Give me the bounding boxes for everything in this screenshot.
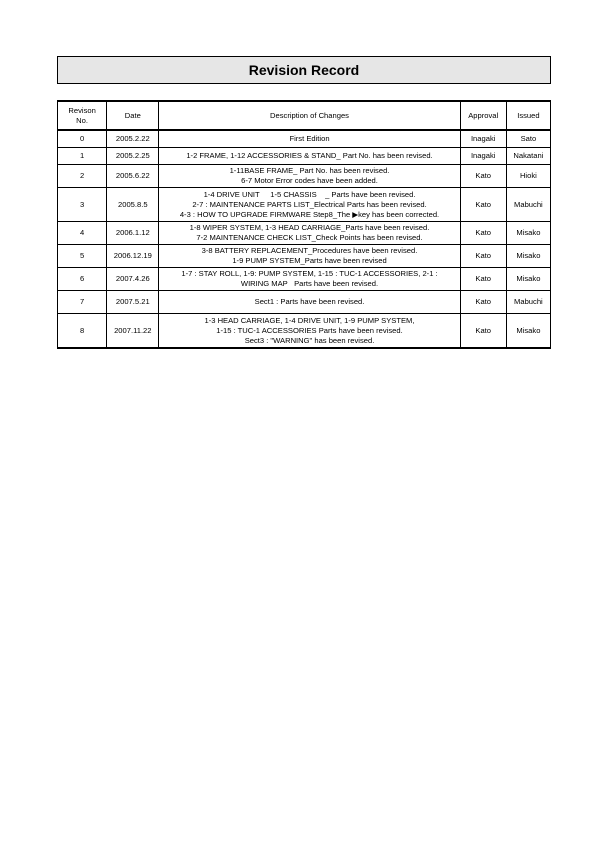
table-row (58, 188, 551, 222)
description-line: 1-15 : TUC-1 ACCESSORIES Parts have been revised. (216, 325, 403, 335)
header-revision-no (58, 101, 107, 130)
description-line: 1-8 WIPER SYSTEM, 1-3 HEAD CARRIAGE_Parts have been revised. (189, 223, 430, 232)
row-no: 8 (58, 314, 107, 349)
row-issued: Misako (506, 245, 550, 268)
table-row (58, 222, 551, 245)
description-line: WIRING MAP Parts have been revised. (240, 279, 379, 288)
row-issued: Hioki (506, 165, 550, 188)
table-row (58, 291, 551, 314)
header-revision-no-line2: No. (76, 115, 88, 125)
description-line: First Edition (289, 134, 330, 143)
row-issued: Sato (506, 130, 550, 148)
description-line: 6-7 Motor Error codes have been added. (241, 176, 378, 185)
row-approval: Kato (460, 188, 506, 222)
row-approval: Kato (460, 222, 506, 245)
row-approval: Inagaki (460, 130, 506, 148)
row-description (159, 130, 460, 148)
row-issued: Misako (506, 268, 550, 291)
row-date: 2006.1.12 (107, 222, 159, 245)
description-line: 1-7 : STAY ROLL, 1-9: PUMP SYSTEM, 1-15 : TUC-1 ACCESSORIES, 2-1 : (181, 269, 438, 278)
table-row (58, 148, 551, 165)
table-row (58, 165, 551, 188)
row-description (159, 148, 460, 165)
header-issued: Issued (506, 101, 550, 130)
title-box (57, 56, 551, 84)
row-approval: Kato (460, 245, 506, 268)
description-line: Sect1 : Parts have been revised. (254, 297, 365, 306)
table-row (58, 268, 551, 291)
header-description: Description of Changes (159, 101, 460, 130)
row-approval: Inagaki (460, 148, 506, 165)
table-row (58, 245, 551, 268)
description-line: 1-11BASE FRAME_ Part No. has been revised. (229, 166, 390, 175)
row-no: 2 (58, 165, 107, 188)
description-line: 1-4 DRIVE UNIT 1-5 CHASSIS _ Parts have been revised. (203, 189, 416, 199)
row-date: 2005.6.22 (107, 165, 159, 188)
row-no: 1 (58, 148, 107, 165)
row-description (159, 245, 460, 268)
row-date: 2007.5.21 (107, 291, 159, 314)
row-no: 5 (58, 245, 107, 268)
row-description (159, 188, 460, 222)
row-no: 6 (58, 268, 107, 291)
row-issued: Mabuchi (506, 188, 550, 222)
table-row (58, 130, 551, 148)
row-date: 2006.12.19 (107, 245, 159, 268)
row-no: 0 (58, 130, 107, 148)
row-date: 2005.2.22 (107, 130, 159, 148)
description-line: 3-8 BATTERY REPLACEMENT_Procedures have been revised. (201, 246, 418, 255)
row-approval: Kato (460, 165, 506, 188)
header-revision-no-line1: Revison (68, 105, 96, 115)
row-date: 2005.8.5 (107, 188, 159, 222)
header-date: Date (107, 101, 159, 130)
row-description (159, 291, 460, 314)
row-description (159, 314, 460, 349)
row-approval: Kato (460, 291, 506, 314)
row-no: 4 (58, 222, 107, 245)
revision-table (57, 100, 551, 349)
row-date: 2007.11.22 (107, 314, 159, 349)
table-row (58, 314, 551, 349)
row-issued: Nakatani (506, 148, 550, 165)
row-no: 3 (58, 188, 107, 222)
header-approval: Approval (460, 101, 506, 130)
row-approval: Kato (460, 268, 506, 291)
description-line: Sect3 : "WARNING" has been revised. (244, 335, 375, 345)
row-description (159, 268, 460, 291)
row-issued: Misako (506, 314, 550, 349)
description-line: 1-3 HEAD CARRIAGE, 1-4 DRIVE UNIT, 1-9 PUMP SYSTEM, (204, 315, 415, 325)
description-line: 4-3 : HOW TO UPGRADE FIRMWARE Step8_The ▶key has been corrected. (179, 209, 440, 219)
row-date: 2007.4.26 (107, 268, 159, 291)
row-issued: Mabuchi (506, 291, 550, 314)
row-issued: Misako (506, 222, 550, 245)
description-line: 2-7 : MAINTENANCE PARTS LIST_Electrical Parts has been revised. (192, 199, 427, 209)
row-date: 2005.2.25 (107, 148, 159, 165)
row-no: 7 (58, 291, 107, 314)
description-line: 1-9 PUMP SYSTEM_Parts have been revised (232, 256, 387, 265)
table-header-row (58, 101, 551, 130)
document-title: Revision Record (248, 62, 360, 78)
row-description (159, 222, 460, 245)
description-line: 7-2 MAINTENANCE CHECK LIST_Check Points has been revised. (196, 233, 423, 242)
row-approval: Kato (460, 314, 506, 349)
row-description (159, 165, 460, 188)
description-line: 1-2 FRAME, 1-12 ACCESSORIES & STAND_ Part No. has been revised. (186, 151, 433, 160)
